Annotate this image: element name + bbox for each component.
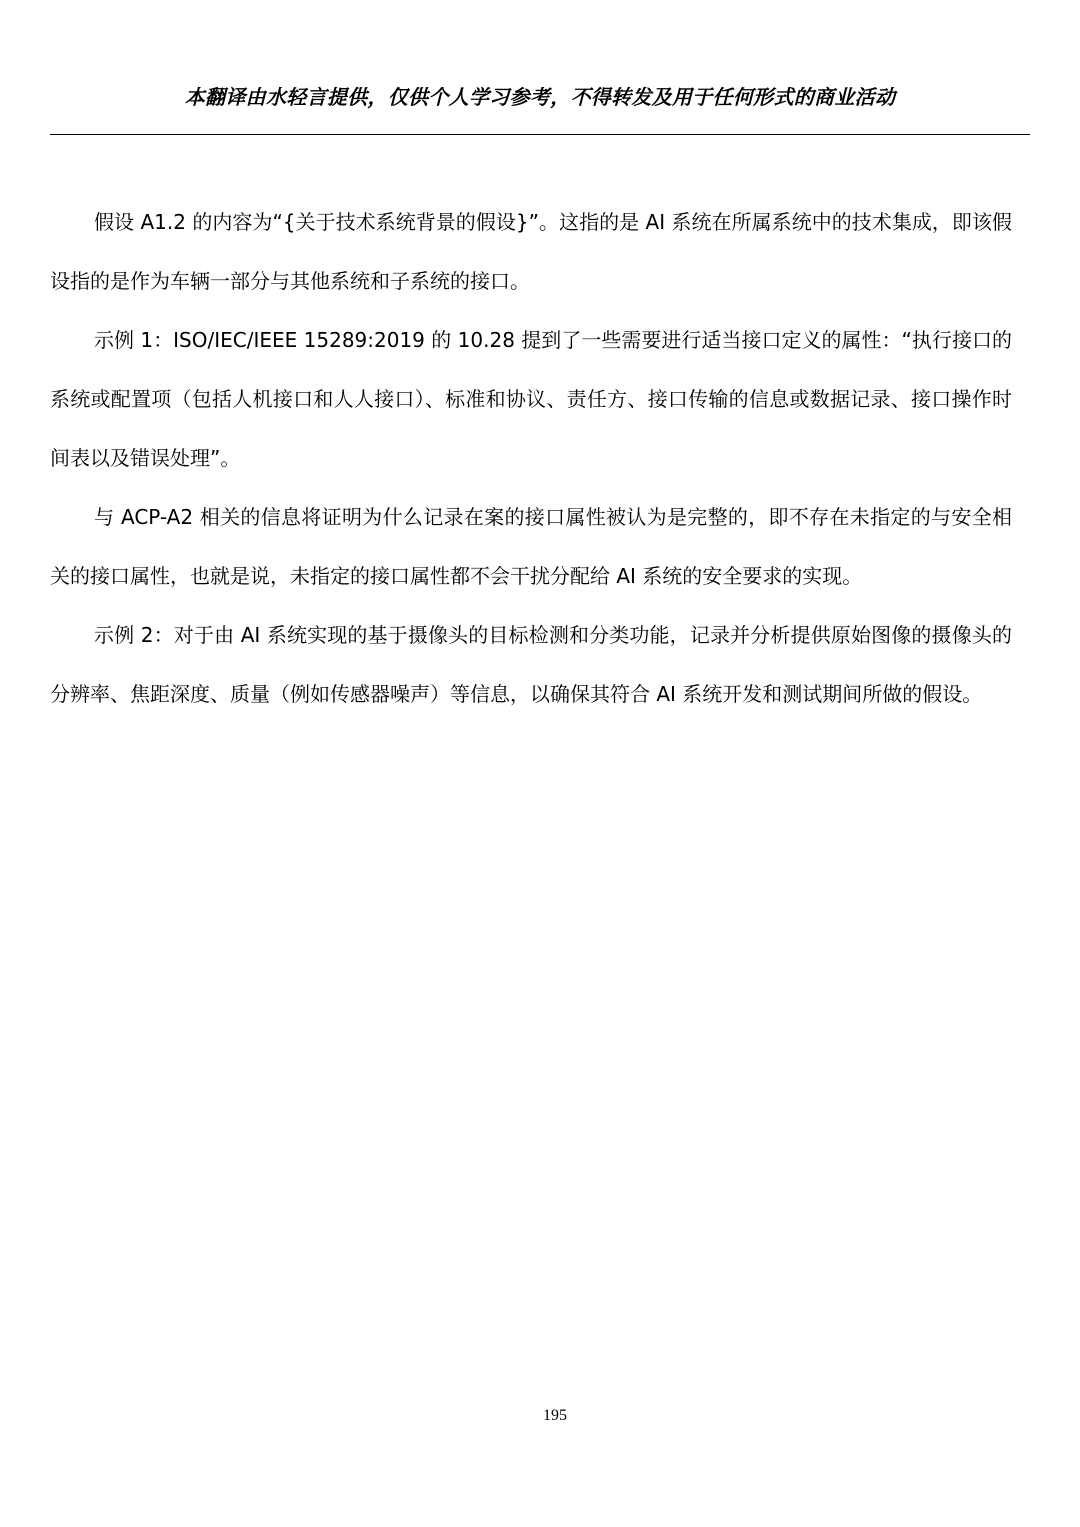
paragraph-acp-a2: 与 ACP-A2 相关的信息将证明为什么记录在案的接口属性被认为是完整的，即不存在未指定的与安全相关的接口属性，也就是说，未指定的接口属性都不会干扰分配给 AI 系统的安全要求的实现。 (50, 505, 1012, 588)
document-body (50, 193, 1012, 724)
header-divider (50, 134, 1030, 135)
paragraph-example-1: 示例 1：ISO/IEC/IEEE 15289:2019 的 10.28 提到了一些需要进行适当接口定义的属性：“执行接口的系统或配置项（包括人机接口和人人接口）、标准和协议、责任方、接口传输的信息或数据记录、接口操作时间表以及错误处理”。 (50, 328, 1012, 470)
page-header-notice: 本翻译由水轻言提供，仅供个人学习参考，不得转发及用于任何形式的商业活动 (184, 85, 896, 109)
page-number: 195 (543, 1407, 567, 1424)
paragraph-example-2: 示例 2：对于由 AI 系统实现的基于摄像头的目标检测和分类功能，记录并分析提供原始图像的摄像头的分辨率、焦距深度、质量（例如传感器噪声）等信息，以确保其符合 AI 系统开发和测试期间所做的假设。 (50, 623, 1012, 706)
paragraph-assumption-a1-2: 假设 A1.2 的内容为“{关于技术系统背景的假设}”。这指的是 AI 系统在所属系统中的技术集成，即该假设指的是作为车辆一部分与其他系统和子系统的接口。 (50, 210, 1012, 293)
